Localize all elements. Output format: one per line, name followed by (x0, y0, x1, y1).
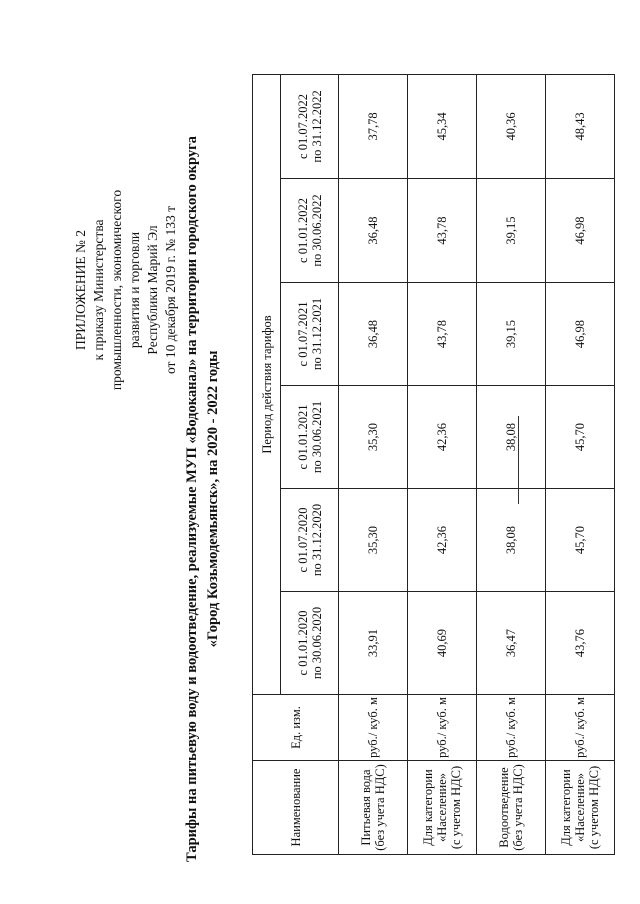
row-name-line: (без учета НДС) (373, 764, 387, 851)
row-name-line: Водоотведение (497, 767, 511, 848)
tariff-value: 33,91 (339, 592, 408, 695)
appendix-line: промышленности, экономического (109, 189, 124, 391)
tariff-value: 45,70 (546, 386, 615, 489)
header-period-1 (281, 592, 339, 695)
tariff-value: 42,36 (408, 386, 477, 489)
document-heading (182, 124, 224, 874)
tariff-value: 36,48 (339, 179, 408, 283)
tariff-value: 45,70 (546, 489, 615, 592)
period-date: по 31.12.2021 (309, 297, 324, 371)
tariff-value: 37,78 (339, 74, 408, 178)
row-unit: руб./ куб. м (477, 695, 546, 761)
row-unit: руб./ куб. м (339, 695, 408, 761)
tariff-value: 43,76 (546, 592, 615, 695)
row-name-line: Для категории (559, 769, 573, 846)
tariff-table (252, 74, 615, 855)
row-name (546, 761, 615, 855)
header-period: Период действия тарифов (253, 74, 281, 694)
period-date: с 01.01.2022 (295, 198, 310, 263)
table-row (408, 74, 477, 854)
period-date: по 31.12.2022 (309, 90, 324, 163)
header-unit: Ед. изм. (253, 695, 339, 761)
period-date: по 30.06.2022 (309, 194, 324, 267)
tariff-value: 35,30 (339, 489, 408, 592)
heading-line-1: Тарифы на питьевую воду и водоотведение, реализуемые МУП «Водоканал» на территории городского округа (184, 136, 200, 862)
table-row (477, 74, 546, 854)
row-name-line: Питьевая вода (359, 769, 373, 846)
row-name-line: «Население» (573, 772, 587, 843)
row-unit: руб./ куб. м (546, 695, 615, 761)
period-date: по 31.12.2020 (309, 503, 324, 577)
tariff-value: 45,34 (408, 74, 477, 178)
tariff-value: 35,30 (339, 386, 408, 489)
row-name-line: «Население» (435, 772, 449, 843)
header-period-6 (281, 74, 339, 178)
period-date: с 01.01.2021 (295, 404, 310, 470)
appendix-line: развития и торговли (127, 231, 142, 349)
period-date: с 01.07.2022 (295, 94, 310, 159)
table-row (546, 74, 615, 854)
period-date: с 01.07.2021 (295, 301, 310, 367)
row-name (408, 761, 477, 855)
tariff-value: 46,98 (546, 179, 615, 283)
tariff-value: 39,15 (477, 179, 546, 283)
tariff-value: 43,78 (408, 179, 477, 283)
header-period-2 (281, 489, 339, 592)
row-name-line: (без учета НДС) (511, 764, 525, 851)
header-period-3 (281, 386, 339, 489)
row-name (477, 761, 546, 855)
period-date: с 01.07.2020 (295, 507, 310, 573)
row-name-line: (с учетом НДС) (587, 765, 601, 850)
appendix-date: от 10 декабря 2019 г. № 133 т (163, 205, 178, 375)
tariff-value: 38,08 (477, 386, 546, 489)
signature-line (518, 416, 519, 504)
tariff-value: 36,47 (477, 592, 546, 695)
appendix-line: к приказу Министерства (91, 219, 106, 361)
row-name (339, 761, 408, 855)
tariff-value: 40,36 (477, 74, 546, 178)
tariff-value: 36,48 (339, 283, 408, 386)
appendix-line: Республики Марий Эл (145, 225, 160, 355)
period-date: по 30.06.2021 (309, 400, 324, 474)
tariff-value: 39,15 (477, 283, 546, 386)
period-date: по 30.06.2020 (309, 606, 324, 680)
tariff-value: 42,36 (408, 489, 477, 592)
table-row (339, 74, 408, 854)
header-period-4 (281, 283, 339, 386)
tariff-value: 46,98 (546, 283, 615, 386)
header-name: Наименование (253, 761, 339, 855)
header-period-5 (281, 179, 339, 283)
row-unit: руб./ куб. м (408, 695, 477, 761)
appendix-title: ПРИЛОЖЕНИЕ № 2 (73, 229, 88, 351)
row-name-line: (с учетом НДС) (449, 765, 463, 850)
tariff-value: 43,78 (408, 283, 477, 386)
row-name-line: Для категории (421, 769, 435, 846)
period-date: с 01.01.2020 (295, 610, 310, 676)
tariff-value: 38,08 (477, 489, 546, 592)
tariff-value: 48,43 (546, 74, 615, 178)
appendix-block (72, 140, 180, 440)
heading-line-2: «Город Козьмодемьянск», на 2020 - 2022 годы (205, 350, 221, 648)
tariff-value: 40,69 (408, 592, 477, 695)
